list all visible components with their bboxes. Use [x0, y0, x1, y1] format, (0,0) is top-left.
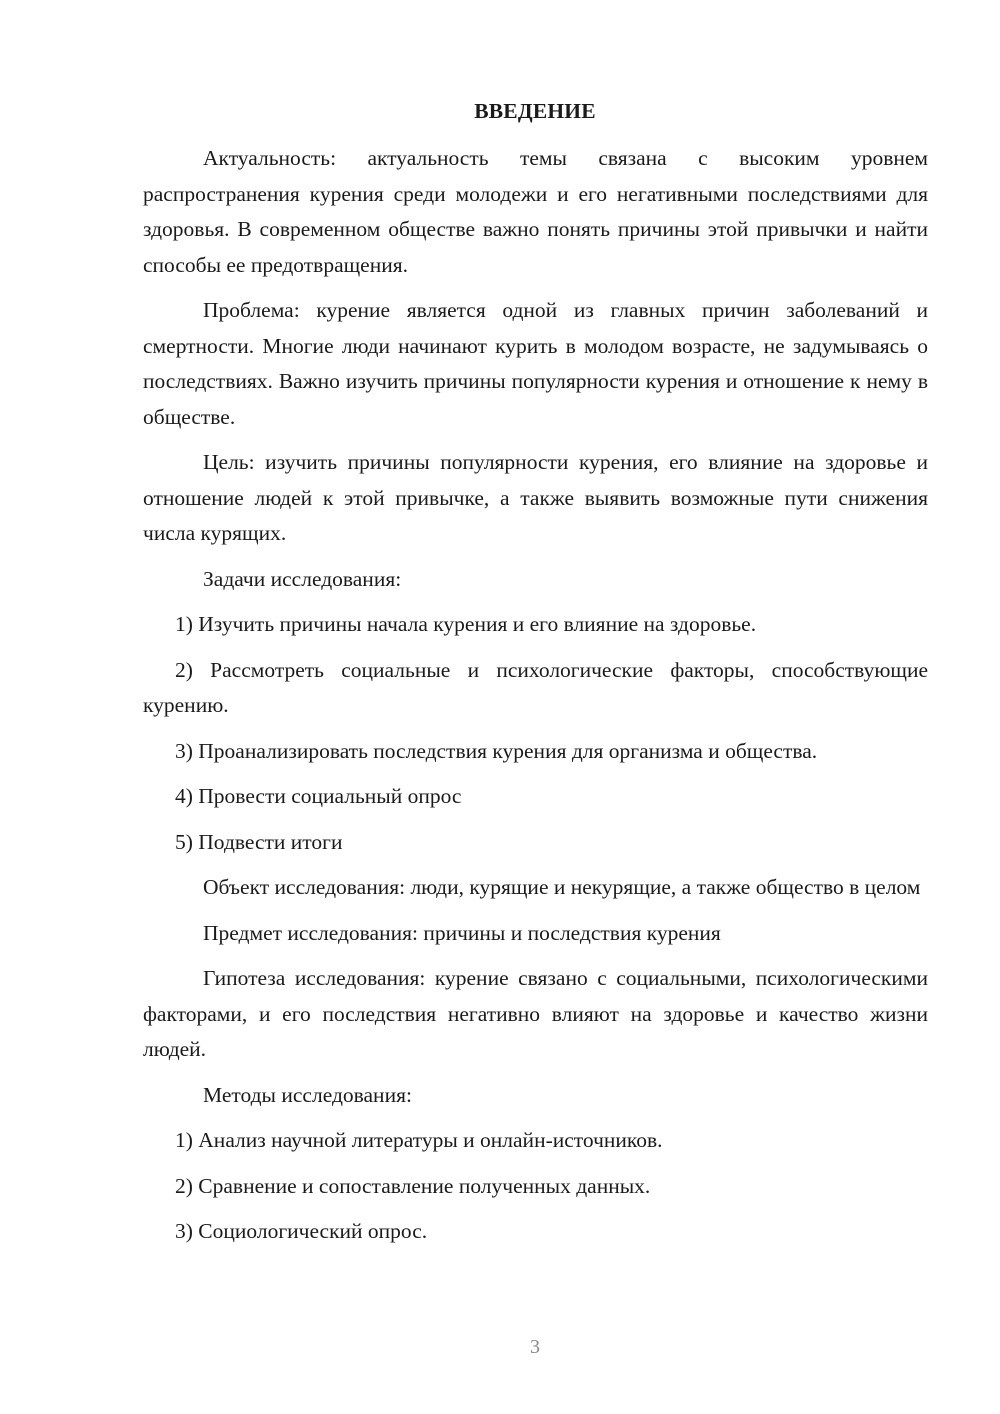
paragraph-goal: Цель: изучить причины популярности курения, его влияние на здоровье и отношение людей к этой привычке, а также выявить возможные пути снижения числа курящих.	[143, 450, 928, 545]
paragraph-relevance: Актуальность: актуальность темы связана с высоким уровнем распространения курения среди молодежи и его негативными последствиями для здоровья. В современном обществе важно понять причины этой привычки и найти способы ее предотвращения.	[143, 146, 928, 277]
paragraph-hypothesis: Гипотеза исследования: курение связано с социальными, психологическими факторами, и его последствия негативно влияют на здоровье и качество жизни людей.	[143, 966, 928, 1061]
task-item: 2) Рассмотреть социальные и психологические факторы, способствующие курению.	[143, 657, 928, 717]
task-item: 4) Провести социальный опрос	[175, 784, 462, 808]
document-body	[143, 141, 928, 1250]
method-item: 1) Анализ научной литературы и онлайн-источников.	[175, 1128, 663, 1152]
page-number: 3	[530, 1336, 540, 1358]
method-item: 3) Социологический опрос.	[175, 1219, 428, 1243]
paragraph-subject: Предмет исследования: причины и последствия курения	[203, 920, 721, 945]
page-title: ВВЕДЕНИЕ	[474, 99, 596, 123]
task-item: 5) Подвести итоги	[175, 829, 343, 854]
paragraph-object: Объект исследования: люди, курящие и некурящие, а также общество в целом	[203, 875, 921, 899]
method-item: 2) Сравнение и сопоставление полученных данных.	[175, 1173, 651, 1198]
paragraph-tasks-heading: Задачи исследования:	[203, 566, 402, 591]
task-item: 3) Проанализировать последствия курения для организма и общества.	[175, 738, 818, 763]
paragraph-problem: Проблема: курение является одной из главных причин заболеваний и смертности. Многие люди начинают курить в молодом возрасте, не задумываясь о последствиях. Важно изучить причины популярности курения и отношение к нему в обществе.	[143, 298, 928, 429]
task-item: 1) Изучить причины начала курения и его влияние на здоровье.	[175, 612, 757, 636]
paragraph-methods-heading: Методы исследования:	[203, 1082, 412, 1107]
